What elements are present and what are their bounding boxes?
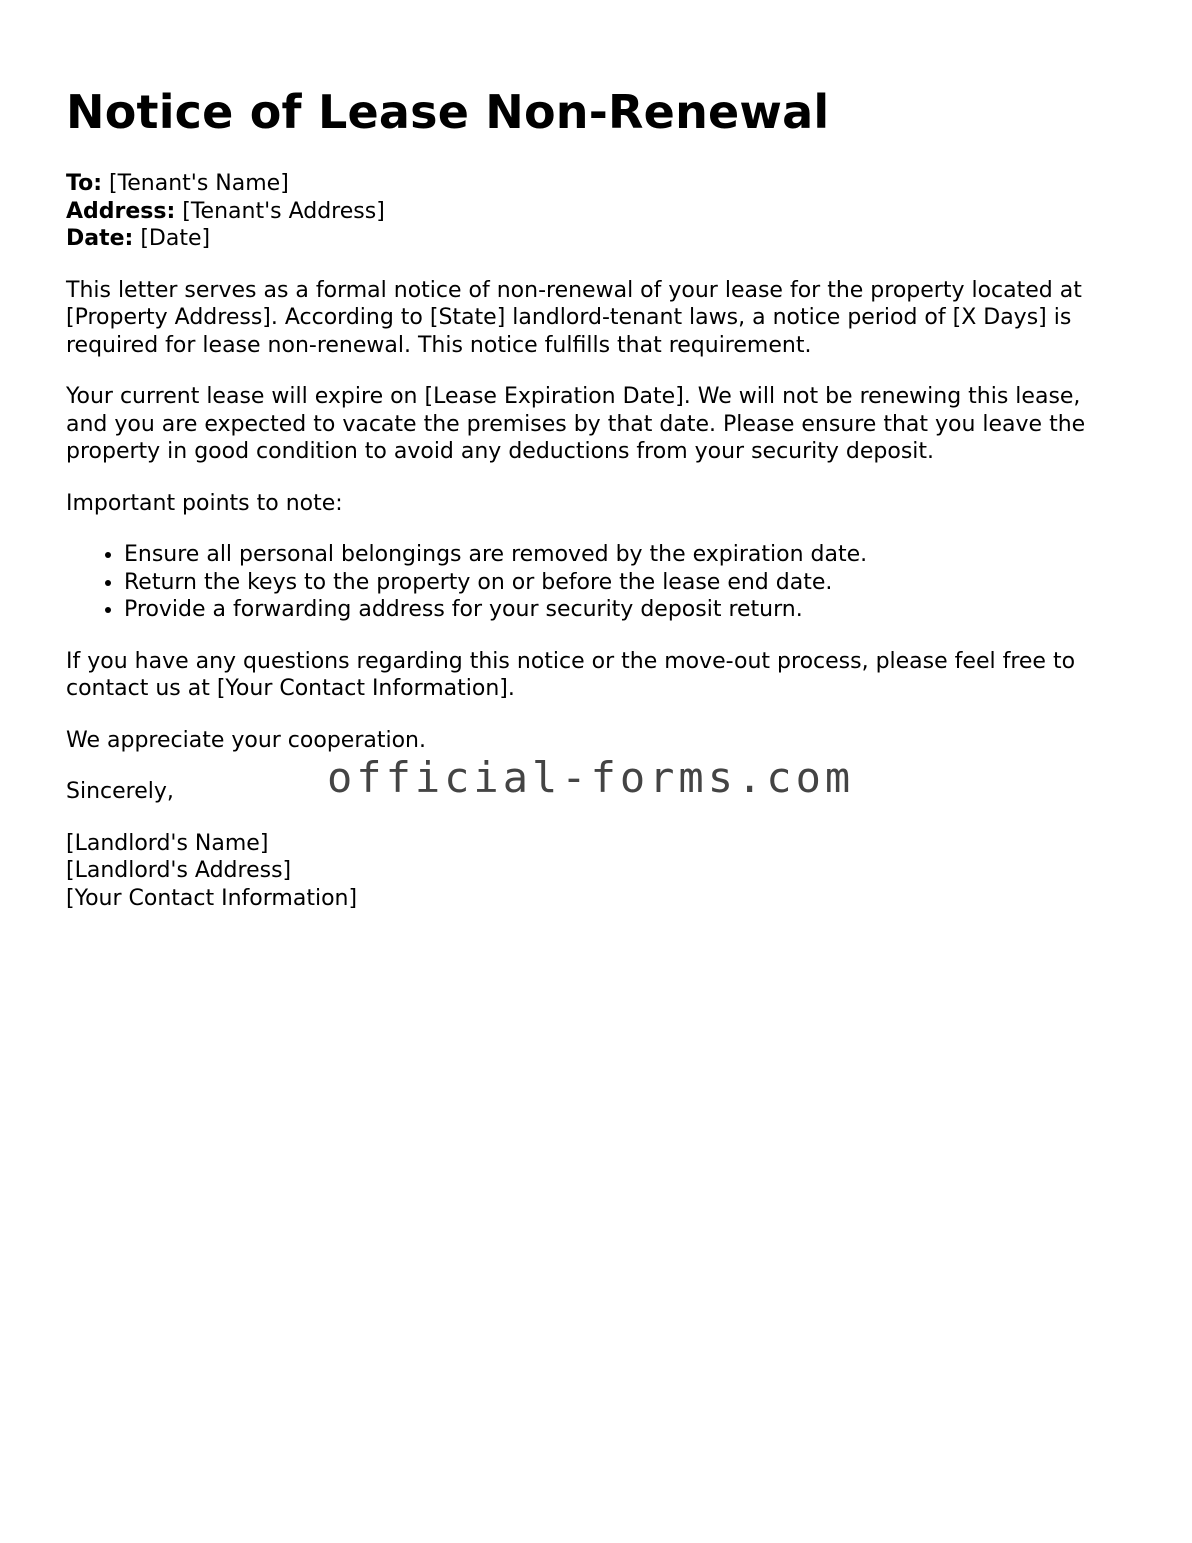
recipient-header: [66, 170, 1126, 253]
to-label: To:: [66, 171, 102, 196]
list-item: • Ensure all personal belongings are removed by the expiration date.: [124, 541, 1126, 569]
watermark-text: official-forms.com: [327, 753, 855, 802]
landlord-address: [Landlord's Address]: [66, 858, 292, 883]
points-list: [66, 541, 1126, 624]
address-value: [Tenant's Address]: [175, 198, 385, 224]
list-item: • Return the keys to the property on or before the lease end date.: [124, 569, 1126, 597]
intro-paragraph: This letter serves as a formal notice of non-renewal of your lease for the property located at [Property Address]. According to [State] landlord-tenant laws, a notice period of [X Days] is required for lease non-renewal. This notice fulfills that requirement.: [66, 277, 1082, 358]
list-item: • Provide a forwarding address for your security deposit return.: [124, 596, 1126, 624]
page-title: Notice of Lease Non-Renewal: [66, 85, 830, 139]
appreciation-paragraph: We appreciate your cooperation.: [66, 727, 426, 753]
points-intro: Important points to note:: [66, 490, 343, 516]
questions-paragraph: If you have any questions regarding this notice or the move-out process, please feel free to contact us at [Your Contact Information].: [66, 648, 1076, 701]
to-value: [Tenant's Name]: [102, 171, 289, 196]
landlord-contact: [Your Contact Information]: [66, 885, 358, 911]
address-label: Address:: [66, 198, 176, 224]
closing-line: Sincerely,: [66, 779, 174, 804]
date-line: [66, 225, 1126, 253]
expiry-paragraph: Your current lease will expire on [Lease Expiration Date]. We will not be renewing this lease, and you are expected to vacate the premises by that date. Please ensure that you leave the property in good condition to avoid any deductions from your security deposit.: [66, 384, 1086, 464]
signature-block: [66, 830, 1126, 913]
date-value: [Date]: [133, 226, 211, 251]
to-line: [66, 170, 1126, 198]
address-line: [66, 198, 1126, 226]
landlord-name: [Landlord's Name]: [66, 830, 269, 856]
date-label: Date:: [66, 226, 134, 251]
